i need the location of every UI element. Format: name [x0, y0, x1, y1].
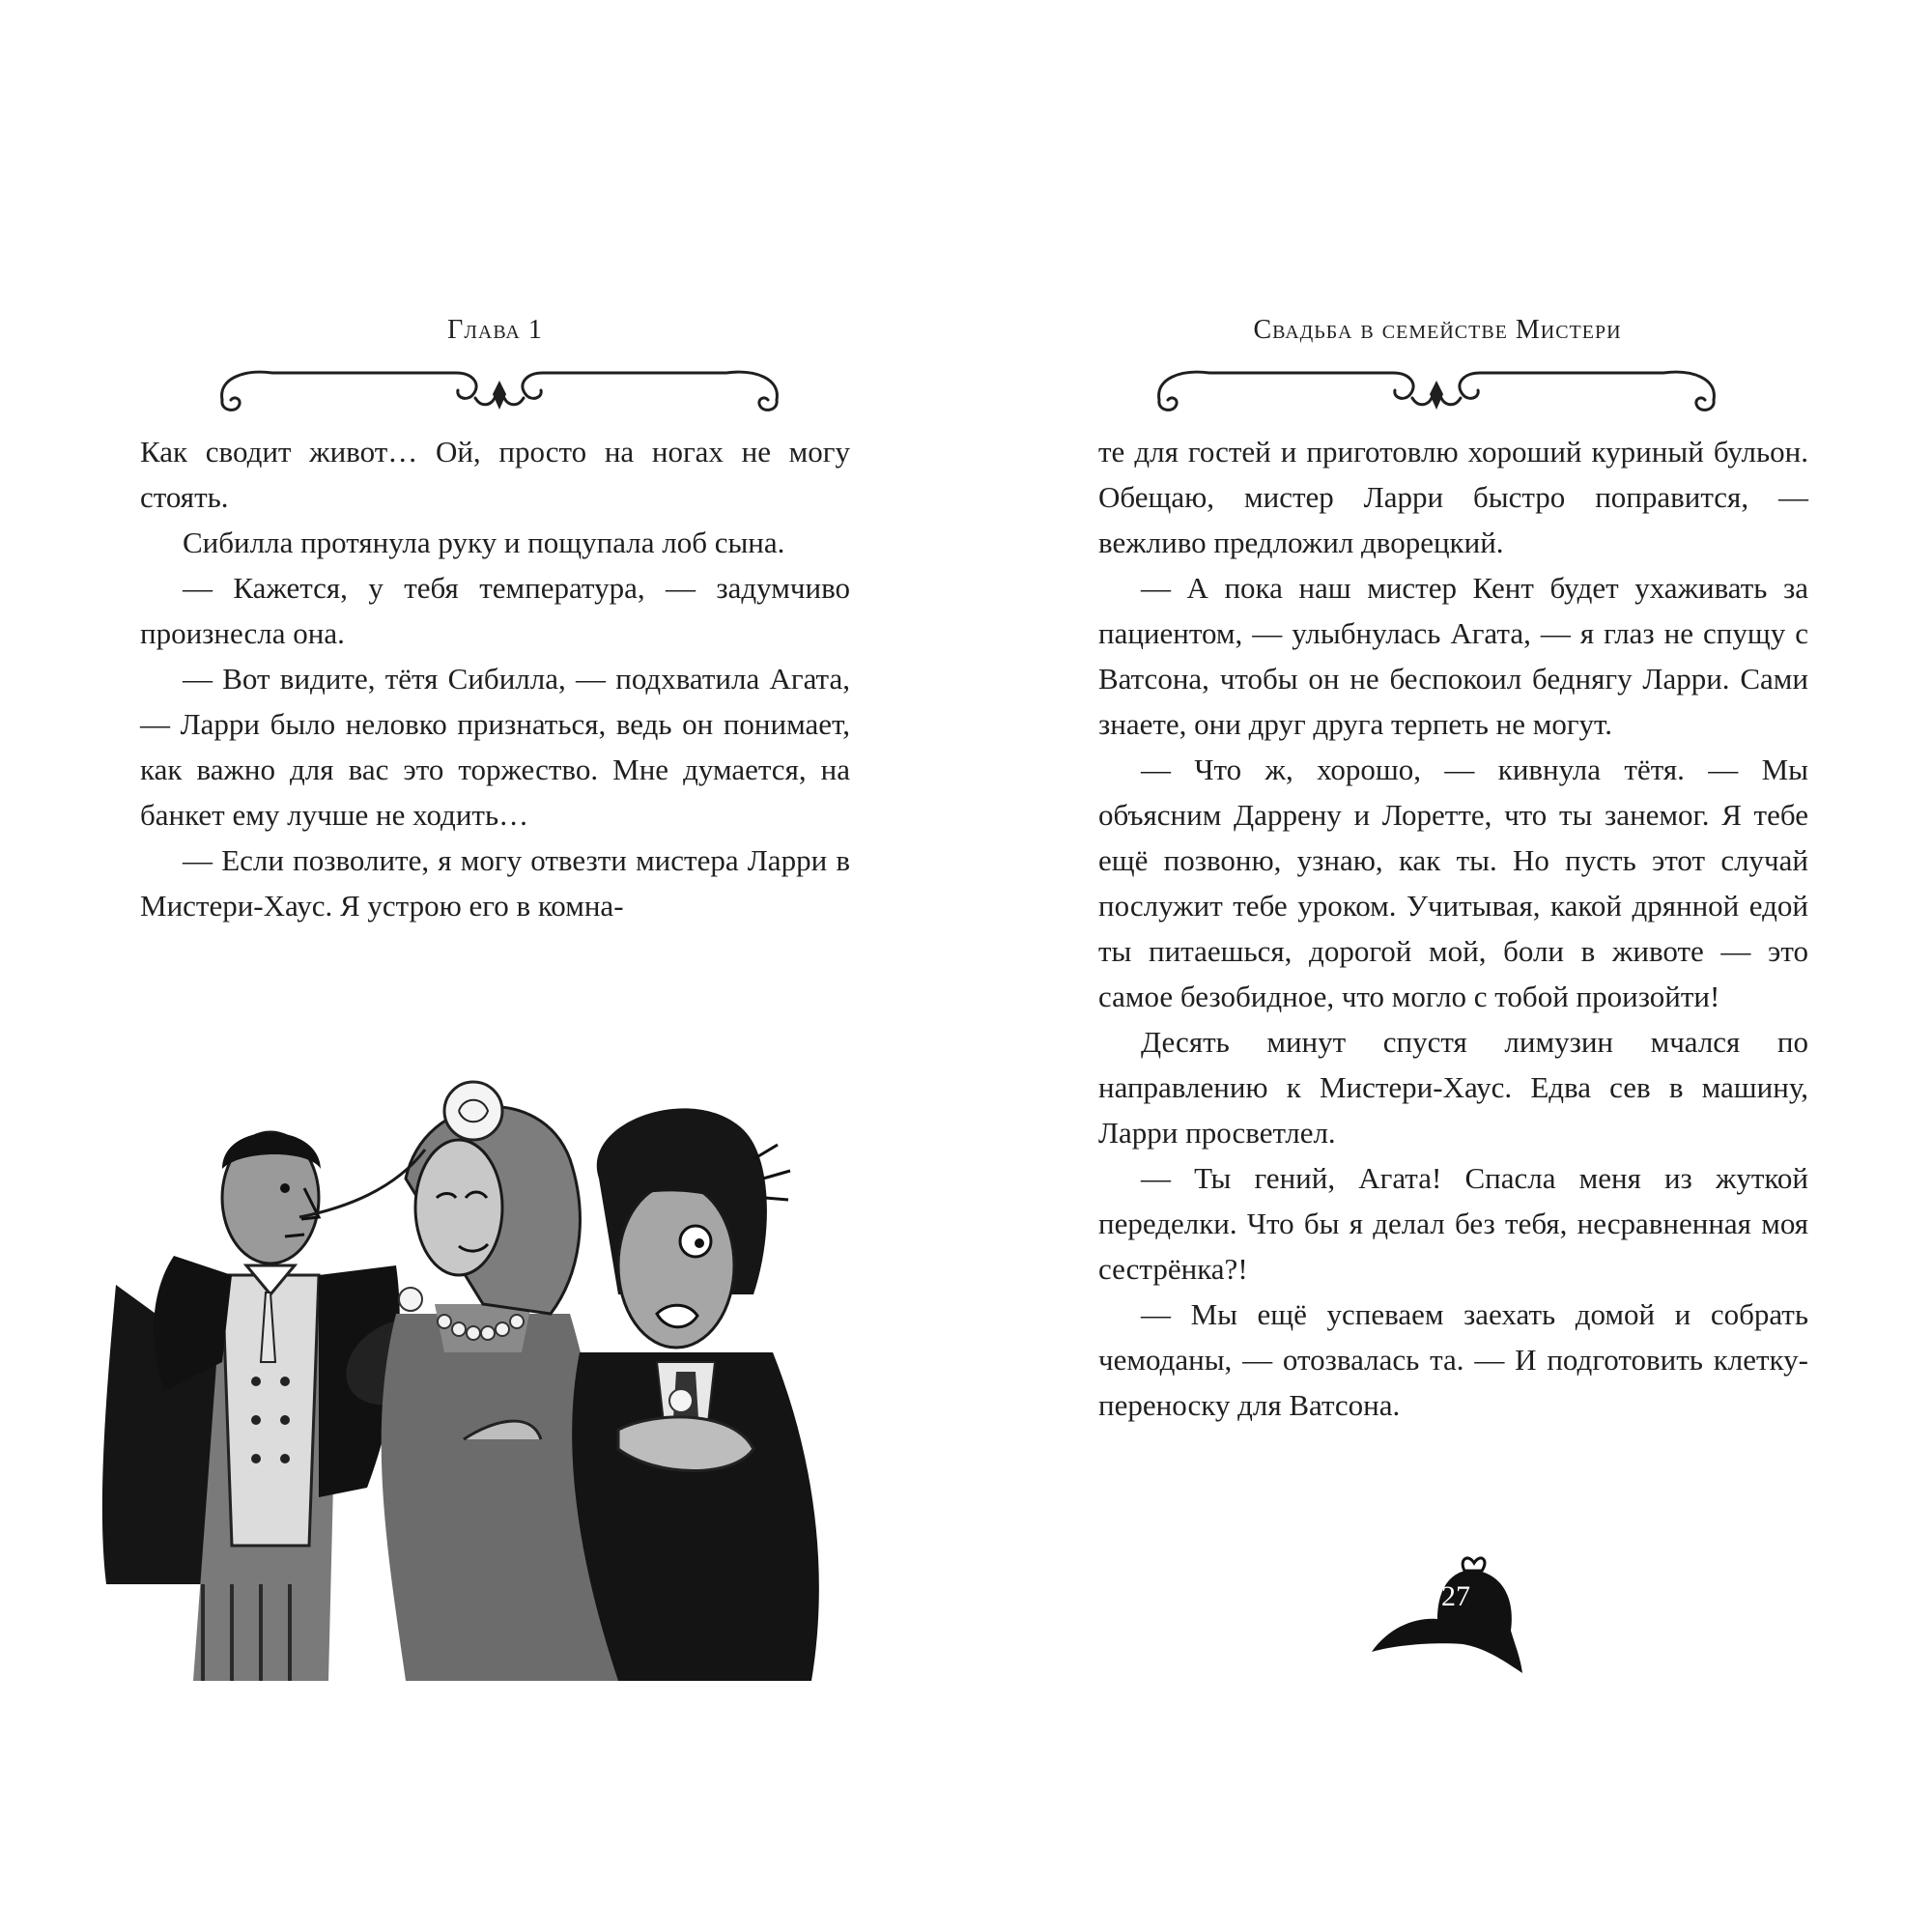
left-running-head: Глава 1 [447, 315, 543, 345]
paragraph: Как сводит живот… Ой, просто на ногах не могу стоять. [140, 435, 850, 514]
paragraph: — Вот видите, тётя Сибилла, — подхватила Агата, — Ларри было неловко признаться, ведь он понимает, как важно для вас это торжество. Мне думается, на банкет ему лучше не ходить… [140, 662, 850, 832]
characters-illustration [77, 1043, 908, 1681]
scroll-ornament-icon [1151, 359, 1721, 417]
paragraph: Десять минут спустя лимузин мчался по направлению к Мистери-Хаус. Едва сев в машину, Ларри просветлел. [1098, 1025, 1808, 1150]
paragraph: — Ты гений, Агата! Спасла меня из жуткой переделки. Что бы я делал без тебя, несравненная моя сестрёнка?! [1098, 1161, 1808, 1286]
paragraph: Сибилла протянула руку и пощупала лоб сына. [183, 526, 785, 559]
left-page-text [140, 429, 850, 928]
paragraph: — А пока наш мистер Кент будет ухаживать за пациентом, — улыбнулась Агата, — я глаз не спущу с Ватсона, чтобы он не беспокоил беднягу Ларри. Сами знаете, они друг друга терпеть не могут. [1098, 571, 1808, 741]
right-running-head: Свадьба в семействе Мистери [1253, 315, 1622, 345]
larry-figure [572, 1108, 819, 1681]
paragraph: — Кажется, у тебя температура, — задумчиво произнесла она. [140, 571, 850, 650]
paragraph: те для гостей и приготовлю хороший куриный бульон. Обещаю, мистер Ларри быстро поправится, — вежливо предложил дворецкий. [1098, 435, 1808, 559]
page-number: 27 [1441, 1580, 1470, 1612]
paragraph: — Если позволите, я могу отвезти мистера Ларри в Мистери-Хаус. Я устрою его в комна- [140, 843, 850, 923]
paragraph: — Мы ещё успеваем заехать домой и собрать чемоданы, — отозвалась та. — И подготовить клетку-переноску для Ватсона. [1098, 1297, 1808, 1422]
right-page-text [1098, 429, 1808, 1428]
scroll-ornament-icon [214, 359, 784, 417]
paragraph: — Что ж, хорошо, — кивнула тётя. — Мы объясним Даррену и Лоретте, что ты занемог. Я тебе ещё позвоню, узнаю, как ты. Но пусть этот случай послужит тебе уроком. Учитывая, какой дрянной едой ты питаешься, дорогой мой, боли в животе — это самое безобидное, что могло с тобой произойти! [1098, 753, 1808, 1013]
